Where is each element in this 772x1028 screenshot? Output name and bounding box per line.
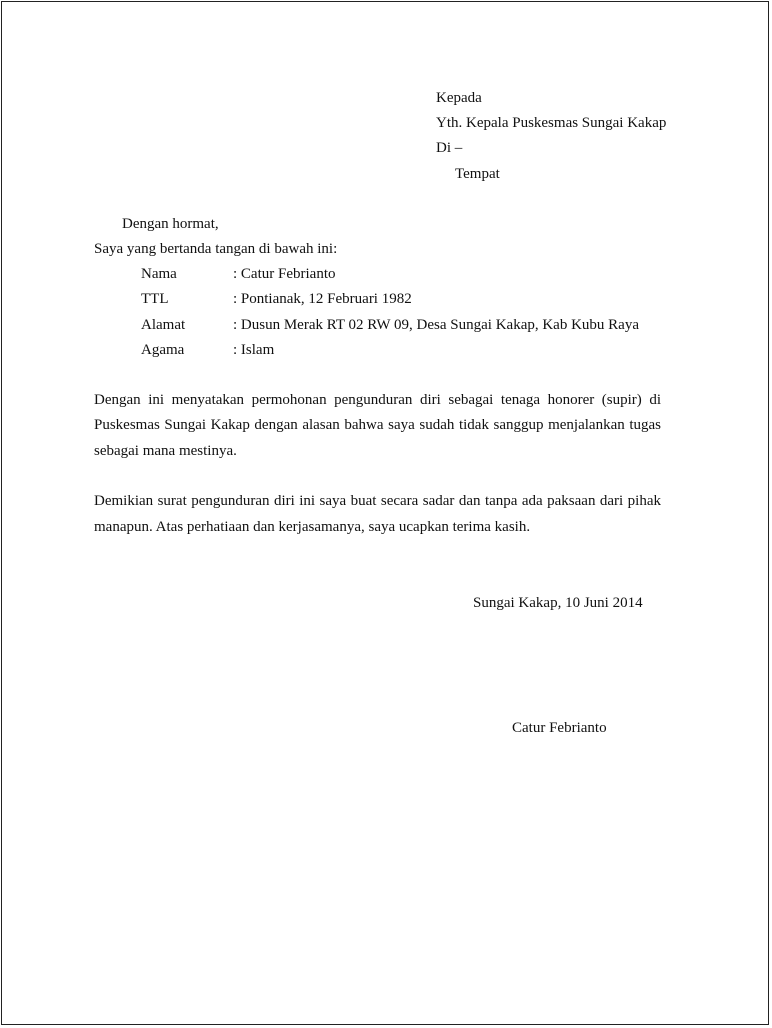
paragraph2-line1: Demikian surat pengunduran diri ini saya buat secara sadar dan tanpa ada paksaan dari pihak	[94, 493, 661, 509]
identity-value-agama: : Islam	[233, 342, 275, 358]
identity-label-alamat: Alamat	[141, 317, 186, 333]
place-date: Sungai Kakap, 10 Juni 2014	[473, 595, 643, 611]
recipient-di: Di –	[436, 140, 463, 156]
paragraph1-line3: sebagai mana mestinya.	[94, 443, 237, 459]
identity-value-ttl: : Pontianak, 12 Februari 1982	[233, 291, 412, 307]
identity-value-alamat: : Dusun Merak RT 02 RW 09, Desa Sungai Kakap, Kab Kubu Raya	[233, 317, 639, 333]
paragraph1-line2: Puskesmas Sungai Kakap dengan alasan bahwa saya sudah tidak sanggup menjalankan tugas	[94, 417, 661, 433]
paragraph1-line1: Dengan ini menyatakan permohonan pengunduran diri sebagai tenaga honorer (supir) di	[94, 392, 661, 408]
identity-label-agama: Agama	[141, 342, 185, 358]
recipient-kepada: Kepada	[436, 90, 482, 106]
identity-label-ttl: TTL	[141, 291, 169, 307]
paragraph2-line2: manapun. Atas perhatiaan dan kerjasamanya, saya ucapkan terima kasih.	[94, 519, 531, 535]
recipient-yth: Yth. Kepala Puskesmas Sungai Kakap	[436, 115, 667, 131]
intro-line: Saya yang bertanda tangan di bawah ini:	[94, 241, 338, 257]
signature-name: Catur Febrianto	[512, 720, 607, 736]
recipient-tempat: Tempat	[455, 166, 500, 182]
identity-value-nama: : Catur Febrianto	[233, 266, 336, 282]
salutation: Dengan hormat,	[122, 216, 219, 232]
identity-label-nama: Nama	[141, 266, 177, 282]
